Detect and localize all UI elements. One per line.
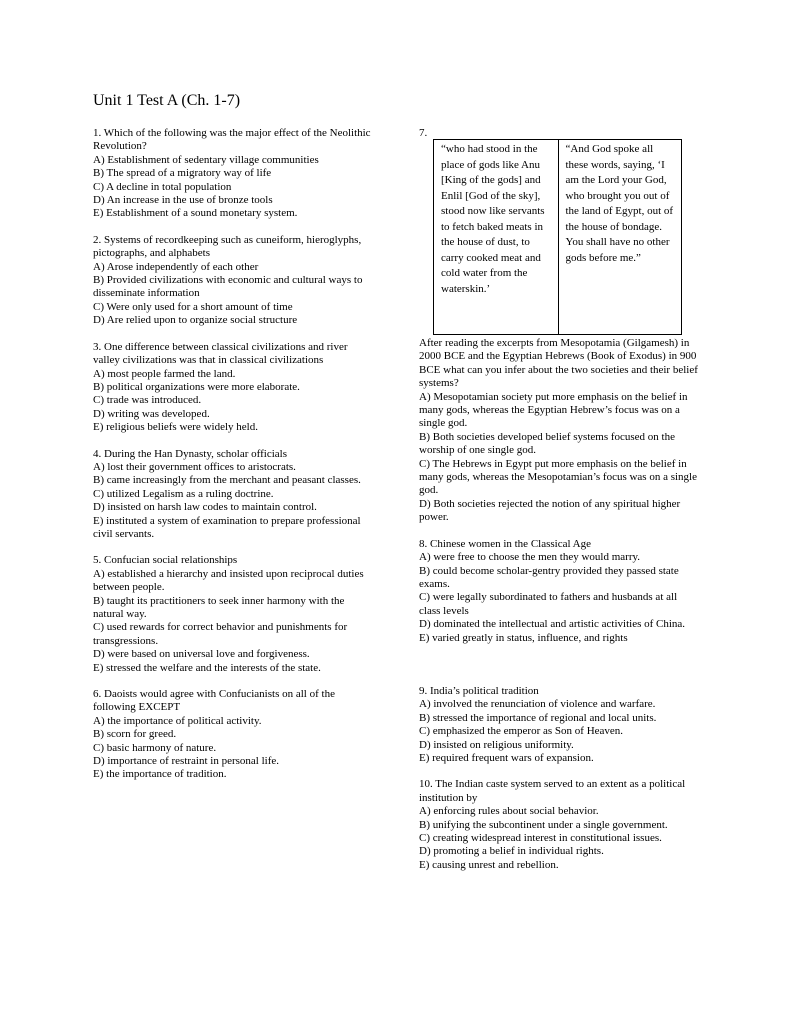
answer-option: B) taught its practitioners to seek inner harmony with the natural way. xyxy=(93,594,345,620)
answer-option: B) stressed the importance of regional and local units. xyxy=(419,711,657,724)
question-7-number: 7. xyxy=(419,127,428,139)
question-7 xyxy=(419,337,701,525)
answer-option: E) stressed the welfare and the interests of the state. xyxy=(93,661,321,674)
left-column xyxy=(93,127,375,782)
answer-option: D) writing was developed. xyxy=(93,407,210,420)
answer-option: C) creating widespread interest in constitutional issues. xyxy=(419,832,662,844)
answer-option: A) the importance of political activity. xyxy=(93,714,262,727)
answer-option: C) emphasized the emperor as Son of Heaven. xyxy=(419,725,624,738)
answer-option: C) basic harmony of nature. xyxy=(93,741,217,754)
answer-option: A) enforcing rules about social behavior. xyxy=(419,805,599,818)
answer-option: D) insisted on harsh law codes to maintain control. xyxy=(93,501,317,514)
answer-option: E) required frequent wars of expansion. xyxy=(419,751,594,764)
question-stem: 4. During the Han Dynasty, scholar officials xyxy=(93,447,287,460)
answer-option: E) varied greatly in status, influence, and rights xyxy=(419,631,628,644)
question-10 xyxy=(419,778,701,872)
answer-option: B) scorn for greed. xyxy=(93,728,177,741)
answer-option: C) trade was introduced. xyxy=(93,394,202,407)
answer-option: C) Were only used for a short amount of time xyxy=(93,300,293,313)
question-4 xyxy=(93,448,375,542)
question-6 xyxy=(93,688,375,782)
question-8 xyxy=(419,538,701,645)
page-title: Unit 1 Test A (Ch. 1-7) xyxy=(93,92,241,109)
answer-option: D) dominated the intellectual and artistic activities of China. xyxy=(419,618,686,631)
answer-option: D) Are relied upon to organize social structure xyxy=(93,314,298,327)
answer-option: D) were based on universal love and forgiveness. xyxy=(93,648,310,661)
question-stem: 5. Confucian social relationships xyxy=(93,554,238,567)
answer-option: E) causing unrest and rebellion. xyxy=(419,858,559,871)
answer-option: E) instituted a system of examination to prepare professional civil servants. xyxy=(93,514,361,540)
answer-option: A) Mesopotamian society put more emphasis on the belief in many gods, whereas the Egyptian Hebrew’s focus was on a single god. xyxy=(419,390,688,430)
question-5 xyxy=(93,554,375,675)
answer-option: B) political organizations were more elaborate. xyxy=(93,380,300,393)
question-stem: 8. Chinese women in the Classical Age xyxy=(419,537,591,550)
answer-option: D) Both societies rejected the notion of any spiritual higher power. xyxy=(419,497,681,524)
answer-option: B) The spread of a migratory way of life xyxy=(93,167,272,180)
question-stem: 2. Systems of recordkeeping such as cuneiform, hieroglyphs, pictographs, and alphabets xyxy=(93,233,362,260)
answer-option: A) most people farmed the land. xyxy=(93,367,236,380)
answer-option: C) used rewards for correct behavior and punishments for transgressions. xyxy=(93,621,348,647)
quote-exodus: “And God spoke all these words, saying, ‘I am the Lord your God, who brought you out of the land of Egypt, out of the house of bondage. You shall have no other gods before me.” xyxy=(558,140,682,334)
answer-option: B) could become scholar-gentry provided they passed state exams. xyxy=(419,564,679,590)
question-stem: 3. One difference between classical civilizations and river valley civilizations was that in classical civilizations xyxy=(93,340,348,367)
answer-option: B) came increasingly from the merchant and peasant classes. xyxy=(93,474,361,487)
answer-option: E) Establishment of a sound monetary system. xyxy=(93,207,298,220)
answer-option: C) were legally subordinated to fathers and husbands at all class levels xyxy=(419,591,678,617)
question-stem: 10. The Indian caste system served to an extent as a political institution by xyxy=(419,778,686,804)
answer-option: D) An increase in the use of bronze tools xyxy=(93,194,273,207)
answer-option: D) importance of restraint in personal life. xyxy=(93,755,280,768)
answer-option: C) The Hebrews in Egypt put more emphasis on the belief in many gods, whereas the Mesopotamian’s focus was on a single god. xyxy=(419,457,697,497)
answer-option: B) unifying the subcontinent under a single government. xyxy=(419,818,668,831)
answer-option: C) A decline in total population xyxy=(93,180,232,193)
question-stem: 9. India’s political tradition xyxy=(419,684,539,697)
question-stem: 1. Which of the following was the major effect of the Neolithic Revolution? xyxy=(93,127,371,153)
question-9 xyxy=(419,685,701,765)
answer-option: A) Arose independently of each other xyxy=(93,260,259,273)
question-stem: After reading the excerpts from Mesopotamia (Gilgamesh) in 2000 BCE and the Egyptian Hebrews (Book of Exodus) in 900 BCE what can you infer about the two societies and their belief systems? xyxy=(419,337,698,390)
answer-option: C) utilized Legalism as a ruling doctrine. xyxy=(93,487,274,500)
quote-gilgamesh: “who had stood in the place of gods like Anu [King of the gods] and Enlil [God of the sky], stood now like servants to fetch baked meats in the house of dust, to carry cooked meat and cold water from the waterskin.’ xyxy=(441,143,545,295)
answer-option: B) Provided civilizations with economic and cultural ways to disseminate information xyxy=(93,274,363,300)
answer-option: B) Both societies developed belief systems focused on the worship of one single god. xyxy=(419,430,675,457)
answer-option: A) were free to choose the men they would marry. xyxy=(419,551,641,564)
answer-option: D) promoting a belief in individual rights. xyxy=(419,845,604,858)
question-2 xyxy=(93,234,375,328)
quote-table xyxy=(433,139,682,335)
question-stem: 6. Daoists would agree with Confucianists on all of the following EXCEPT xyxy=(93,688,335,714)
question-3 xyxy=(93,341,375,435)
answer-option: E) the importance of tradition. xyxy=(93,768,227,781)
answer-option: D) insisted on religious uniformity. xyxy=(419,738,574,751)
answer-option: A) Establishment of sedentary village communities xyxy=(93,153,319,166)
answer-option: E) religious beliefs were widely held. xyxy=(93,421,258,434)
answer-option: A) involved the renunciation of violence and warfare. xyxy=(419,698,656,711)
right-column xyxy=(419,337,701,872)
answer-option: A) established a hierarchy and insisted upon reciprocal duties between people. xyxy=(93,567,364,594)
answer-option: A) lost their government offices to aristocrats. xyxy=(93,460,296,473)
question-1 xyxy=(93,127,375,221)
